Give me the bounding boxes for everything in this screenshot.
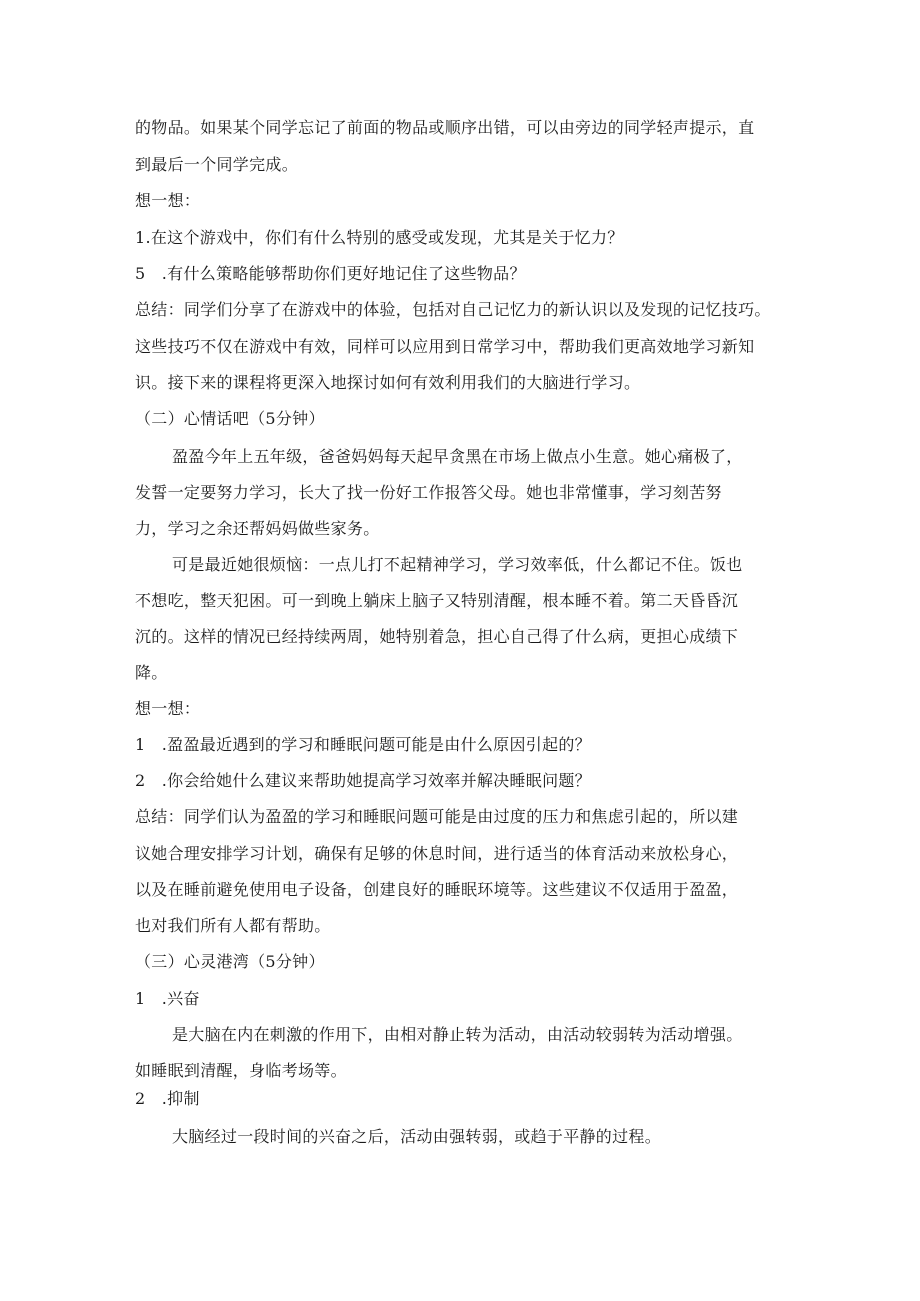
story-line: 发誓一定要努力学习，长大了找一份好工作报答父母。她也非常懂事，学习刻苦努	[135, 483, 722, 502]
term-definition: 大脑经过一段时间的兴奋之后，活动由强转弱，或趋于平静的过程。	[172, 1127, 662, 1146]
paragraph-line: 的物品。如果某个同学忘记了前面的物品或顺序出错，可以由旁边的同学轻声提示，直	[135, 118, 755, 137]
question-item: 1.在这个游戏中，你们有什么特别的感受或发现，尤其是关于忆力？	[135, 228, 624, 247]
story-line: 盈盈今年上五年级，爸爸妈妈每天起早贪黑在市场上做点小生意。她心痛极了，	[172, 447, 743, 466]
section-heading: 想一想：	[135, 699, 201, 718]
section-heading: 想一想：	[135, 191, 201, 210]
story-line: 可是最近她很烦恼：一点儿打不起精神学习，学习效率低，什么都记不住。饭也	[172, 555, 743, 574]
summary-line: 总结：同学们认为盈盈的学习和睡眠问题可能是由过度的压力和焦虑引起的，所以建	[135, 807, 739, 826]
term-definition: 是大脑在内在刺激的作用下，由相对静止转为活动，由活动较弱转为活动增强。	[172, 1025, 743, 1044]
term-definition: 如睡眠到清醒，身临考场等。	[135, 1061, 347, 1080]
section-title: （三）心灵港湾（5分钟）	[135, 952, 325, 971]
paragraph-line: 到最后一个同学完成。	[135, 155, 299, 174]
question-item: 2 .你会给她什么建议来帮助她提高学习效率并解决睡眠问题？	[135, 771, 591, 790]
summary-line: 总结：同学们分享了在游戏中的体验，包括对自己记忆力的新认识以及发现的记忆技巧。	[135, 300, 771, 319]
story-line: 沉的。这样的情况已经持续两周，她特别着急，担心自己得了什么病，更担心成绩下	[135, 627, 739, 646]
summary-line: 议她合理安排学习计划，确保有足够的休息时间，进行适当的体育活动来放松身心，	[135, 844, 739, 863]
question-item: 1 .盈盈最近遇到的学习和睡眠问题可能是由什么原因引起的？	[135, 735, 591, 754]
term-heading: 2 .抑制	[135, 1089, 200, 1108]
summary-line: 以及在睡前避免使用电子设备，创建良好的睡眠环境等。这些建议不仅适用于盈盈，	[135, 880, 739, 899]
story-line: 降。	[135, 663, 168, 682]
story-line: 力，学习之余还帮妈妈做些家务。	[135, 519, 380, 538]
summary-line: 识。接下来的课程将更深入地探讨如何有效利用我们的大脑进行学习。	[135, 373, 641, 392]
question-item: 5 .有什么策略能够帮助你们更好地记住了这些物品？	[135, 264, 526, 283]
summary-line: 这些技巧不仅在游戏中有效，同样可以应用到日常学习中，帮助我们更高效地学习新知	[135, 337, 755, 356]
section-title: （二）心情话吧（5分钟）	[135, 409, 325, 428]
term-heading: 1 .兴奋	[135, 989, 200, 1008]
summary-line: 也对我们所有人都有帮助。	[135, 916, 331, 935]
story-line: 不想吃，整天犯困。可一到晚上躺床上脑子又特别清醒，根本睡不着。第二天昏昏沉	[135, 591, 739, 610]
